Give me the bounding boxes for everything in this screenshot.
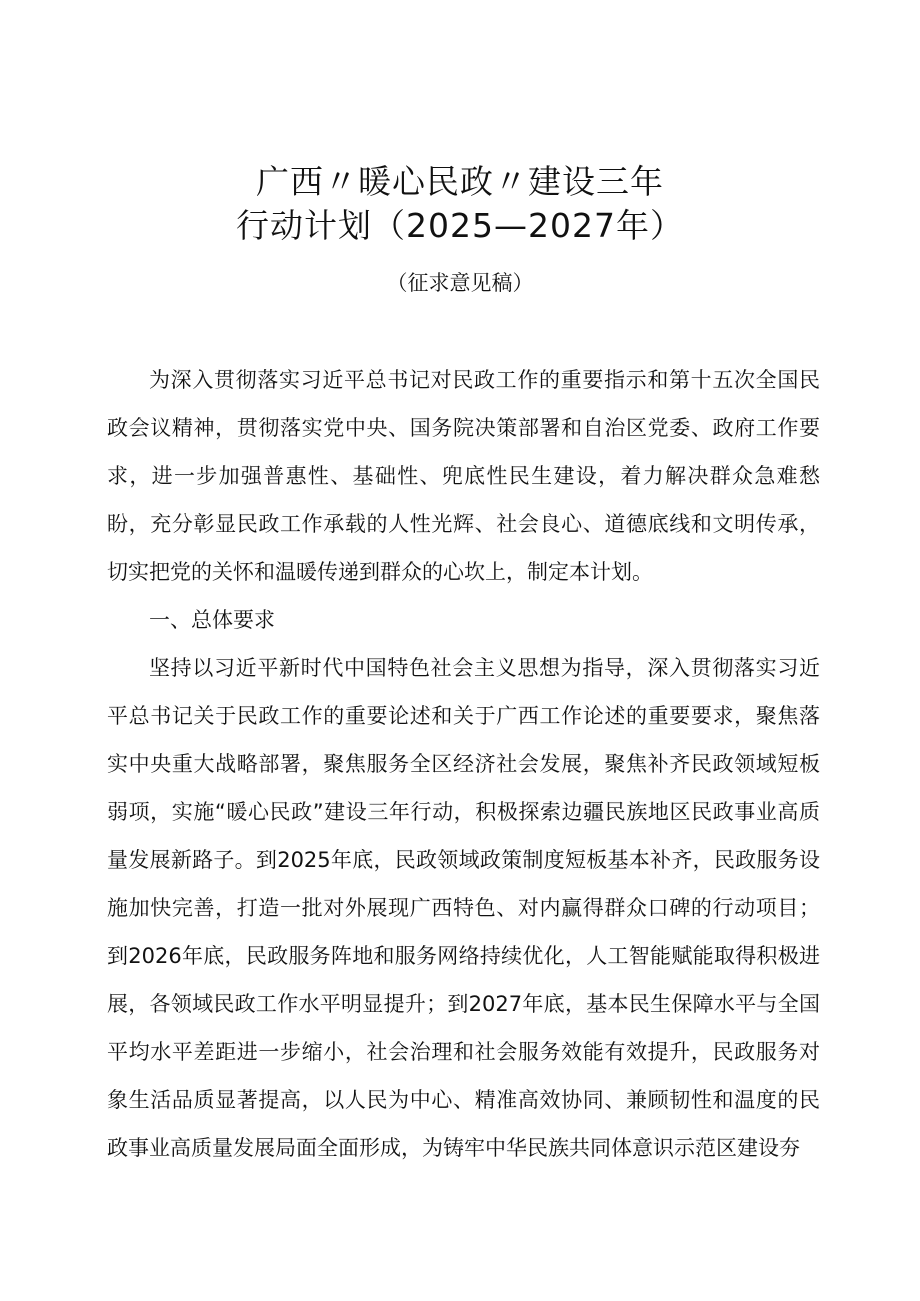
document-title-line-1: 广西〃暖心民政〃建设三年 (256, 162, 664, 201)
section-paragraph: 坚持以习近平新时代中国特色社会主义思想为指导，深入贯彻落实习近平总书记关于民政工作的重要论述和关于广西工作论述的重要要求，聚焦落实中央重大战略部署，聚焦服务全区经济社会发展，聚焦补齐民政领域短板弱项，实施“暖心民政”建设三年行动，积极探索边疆民族地区民政事业高质量发展新路子。到2025年底，民政领域政策制度短板基本补齐，民政服务设施加快完善，打造一批对外展现广西特色、对内赢得群众口碑的行动项目；到2026年底，民政服务阵地和服务网络持续优化，人工智能赋能取得积极进展，各领域民政工作水平明显提升；到2027年底，基本民生保障水平与全国平均水平差距进一步缩小，社会治理和社会服务效能有效提升，民政服务对象生活品质显著提高，以人民为中心、精准高效协同、兼顾韧性和温度的民政事业高质量发展局面全面形成，为铸牢中华民族共同体意识示范区建设夯 (107, 656, 820, 1160)
document-body (107, 356, 820, 1172)
document-title-line-2: 行动计划（2025—2027年） (236, 206, 684, 245)
intro-paragraph: 为深入贯彻落实习近平总书记对民政工作的重要指示和第十五次全国民政会议精神，贯彻落实党中央、国务院决策部署和自治区党委、政府工作要求，进一步加强普惠性、基础性、兜底性民生建设，着力解决群众急难愁盼，充分彰显民政工作承载的人性光辉、社会良心、道德底线和文明传承，切实把党的关怀和温暖传递到群众的心坎上，制定本计划。 (107, 368, 820, 584)
document-subtitle: （征求意见稿） (386, 271, 534, 295)
section-heading: 一、总体要求 (149, 608, 275, 632)
